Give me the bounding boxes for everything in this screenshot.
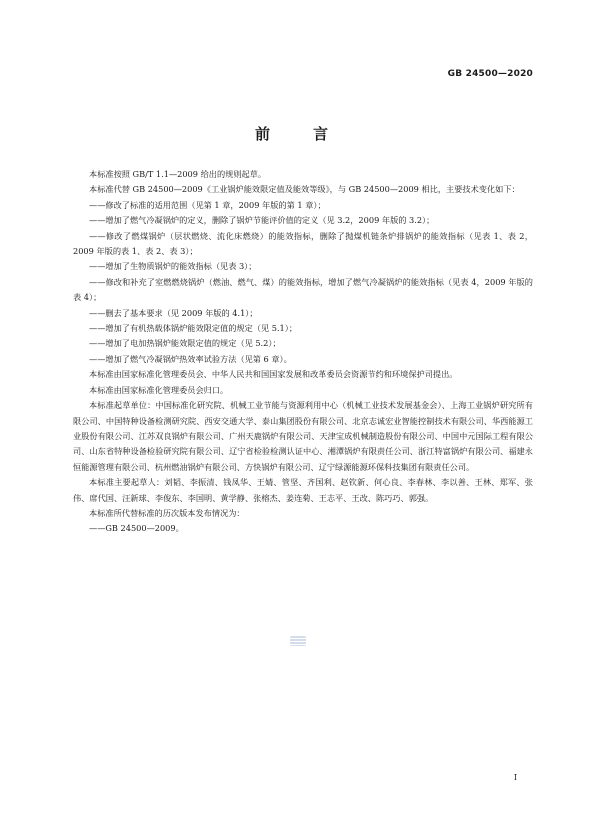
dash: —— — [89, 215, 106, 226]
list-item-text: 增加了燃气冷凝锅炉的定义，删除了锅炉节能评价值的定义（见 3.2，2009 年版的 3.2）； — [105, 215, 435, 226]
dash: —— — [89, 307, 106, 318]
standard-number: GB 24500—2020 — [447, 69, 533, 79]
paragraph-history-intro: 本标准所代替标准的历次版本发布情况为： — [89, 507, 245, 518]
list-item-text: 修改了标准的适用范围（见第 1 章，2009 年版的第 1 章）； — [105, 199, 326, 210]
list-item — [73, 259, 533, 274]
dash: —— — [89, 276, 106, 287]
list-item — [73, 336, 533, 351]
list-item-text: 增加了有机热载体锅炉能效限定值的规定（见 5.1）； — [105, 323, 298, 334]
list-item — [73, 229, 533, 260]
changes-list — [73, 198, 533, 367]
paragraph-drafting-units: 本标准起草单位：中国标准化研究院、机械工业节能与资源利用中心（机械工业技术发展基金会）、上海工业锅炉研究所有限公司、中国特种设备检测研究院、西安交通大学、泰山集团股份有限公司、北京志诚宏业智能控制技术有限公司、华西能源工业股份有限公司、江苏双良锅炉有限公司、广州天鹿锅炉有限公司、天津宝成机械制造股份有限公司、中国中元国际工程有限公司、山东省特种设备检验研究院有限公司、辽宁省检验检测认证中心、湘潭锅炉有限责任公司、浙江特富锅炉有限公司、福建永恒能源管理有限公司、杭州燃油锅炉有限公司、方快锅炉有限公司、辽宁绿源能源环保科技集团有限责任公司。 — [73, 400, 533, 472]
paragraph-centralized: 本标准由国家标准化管理委员会归口。 — [89, 384, 229, 395]
history-list — [73, 521, 533, 536]
list-item-text: 增加了生物质锅炉的能效指标（见表 3）； — [105, 261, 257, 272]
list-item — [73, 306, 533, 321]
list-item-text: 修改和补充了室燃燃烧锅炉（燃油、燃气、煤）的能效指标，增加了燃气冷凝锅炉的能效指标（见表 4，2009 年版的表 4）； — [73, 276, 533, 303]
list-item — [73, 213, 533, 228]
list-item-text: 增加了电加热锅炉能效限定值的规定（见 5.2）； — [105, 338, 281, 349]
page-number: I — [513, 773, 517, 782]
dash: —— — [89, 199, 106, 210]
list-item-text: 删去了基本要求（见 2009 年版的 4.1）； — [105, 307, 258, 318]
dash: —— — [89, 353, 106, 364]
page-title: 前 言 — [254, 125, 342, 143]
paragraph-drafters: 本标准主要起草人：刘韬、李振清、钱凤华、王婧、管坚、齐国利、赵钦新、何心良、李春林、李以善、王林、郑军、张伟、席代国、汪新球、李俊东、李国明、黄学静、张榕杰、姜连菊、王志平、王改、陈巧巧、郭强。 — [73, 477, 533, 503]
paragraph-drafting-rules: 本标准按照 GB/T 1.1—2009 给出的规则起草。 — [89, 169, 267, 179]
list-item-text: 修改了燃煤锅炉（层状燃烧、流化床燃烧）的能效指标，删除了抛煤机链条炉排锅炉的能效指标（见表 1、表 2，2009 年版的表 1、表 2、表 3）； — [73, 230, 533, 257]
list-item — [73, 521, 533, 536]
paragraph-replaces: 本标准代替 GB 24500—2009《工业锅炉能效限定值及能效等级》，与 GB 24500—2009 相比，主要技术变化如下： — [89, 184, 520, 195]
dash: —— — [89, 261, 106, 272]
paragraph-proposer: 本标准由国家标准化管理委员会、中华人民共和国国家发展和改革委员会资源节约和环境保护司提出。 — [89, 369, 458, 380]
document-body — [73, 167, 533, 537]
list-item — [73, 321, 533, 336]
dash: —— — [89, 323, 106, 334]
dash: —— — [89, 338, 106, 349]
list-item — [73, 198, 533, 213]
list-item-text: GB 24500—2009。 — [105, 523, 184, 534]
list-item — [73, 352, 533, 367]
list-item — [73, 275, 533, 306]
watermark-icon — [290, 636, 306, 646]
dash: —— — [89, 523, 106, 534]
list-item-text: 增加了燃气冷凝锅炉热效率试验方法（见第 6 章）。 — [105, 353, 292, 364]
dash: —— — [89, 230, 106, 241]
